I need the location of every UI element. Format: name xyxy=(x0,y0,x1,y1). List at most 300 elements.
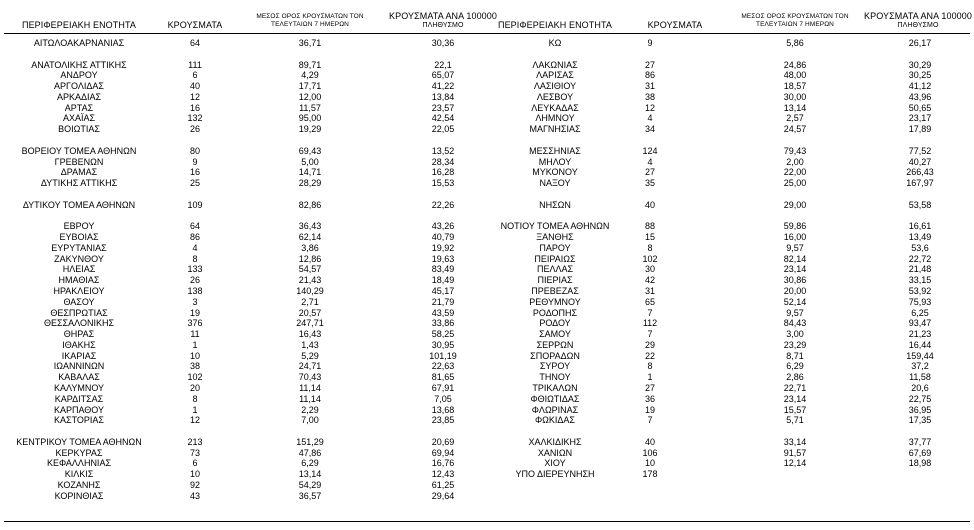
right-cell-per100k: 36,95 xyxy=(908,404,932,415)
right-cell-cases: 30 xyxy=(644,264,655,275)
right-cell-per100k: 26,17 xyxy=(908,38,932,48)
right-cell-per100k: 53,6 xyxy=(911,242,929,253)
left-cell-region: ΑΡΚΑΔΙΑΣ xyxy=(56,91,102,102)
left-cell-region: ΑΡΤΑΣ xyxy=(64,102,94,113)
right-cell-per100k: 266,43 xyxy=(906,167,934,178)
left-cell-cases: 132 xyxy=(187,113,203,124)
left-cell-cases: 38 xyxy=(189,361,200,372)
left-cell-region: ΗΡΑΚΛΕΙΟΥ xyxy=(53,285,105,296)
left-cell-per100k: 12,43 xyxy=(431,469,455,480)
left-cell-region: ΚΑΡΔΙΤΣΑΣ xyxy=(54,393,104,404)
left-cell-avg: 54,57 xyxy=(298,264,322,275)
left-cell-region: ΙΩΑΝΝΙΝΩΝ xyxy=(53,361,105,372)
left-cell-avg: 19,29 xyxy=(298,124,322,135)
right-cell-cases: 7 xyxy=(647,307,653,318)
right-cell-per100k: 93,47 xyxy=(908,318,932,329)
left-cell-region: ΗΛΕΙΑΣ xyxy=(62,264,96,275)
right-cell-region: ΜΗΛΟΥ xyxy=(538,156,572,167)
right-cell-avg: 5,71 xyxy=(786,415,804,426)
right-cell-region: ΝΟΤΙΟΥ ΤΟΜΕΑ ΑΘΗΝΩΝ xyxy=(500,221,610,232)
left-cell-region: ΙΘΑΚΗΣ xyxy=(62,339,96,350)
left-cell-cases: 80 xyxy=(189,145,200,156)
right-cell-region: ΤΡΙΚΑΛΩΝ xyxy=(532,382,578,393)
left-cell-avg: 4,29 xyxy=(301,70,319,81)
right-cell-cases: 40 xyxy=(644,436,655,447)
right-cell-cases: 7 xyxy=(647,415,653,426)
left-cell-cases: 73 xyxy=(189,447,200,458)
left-cell-per100k: 13,84 xyxy=(431,91,455,102)
right-cell-avg: 15,57 xyxy=(783,404,807,415)
right-cell-per100k: 22,72 xyxy=(908,253,932,264)
left-cell-cases: 8 xyxy=(192,393,198,404)
right-cell-cases: 12 xyxy=(644,102,655,113)
left-cell-avg: 5,29 xyxy=(301,350,319,361)
right-cell-cases: 124 xyxy=(642,145,658,156)
right-cell-avg: 23,14 xyxy=(783,393,807,404)
right-cell-avg: 3,00 xyxy=(786,329,804,340)
left-cell-avg: 151,29 xyxy=(296,436,324,447)
right-cell-per100k: 41,12 xyxy=(908,81,932,92)
right-cell-per100k: 40,27 xyxy=(908,156,932,167)
left-cell-cases: 92 xyxy=(189,479,200,490)
left-cell-cases: 1 xyxy=(192,339,198,350)
left-cell-avg: 69,43 xyxy=(298,145,322,156)
left-cell-avg: 36,71 xyxy=(298,38,322,48)
right-cell-per100k: 21,48 xyxy=(908,264,932,275)
left-header-avg xyxy=(235,13,385,29)
right-cell-cases: 40 xyxy=(644,199,655,210)
right-cell-region: ΝΑΞΟΥ xyxy=(539,178,571,189)
right-cell-region: ΡΕΘΥΜΝΟΥ xyxy=(529,296,581,307)
left-cell-per100k: 69,94 xyxy=(431,447,455,458)
left-cell-avg: 12,00 xyxy=(298,91,322,102)
left-cell-region: ΚΙΛΚΙΣ xyxy=(64,469,94,480)
left-cell-avg: 70,43 xyxy=(298,372,322,383)
right-cell-cases: 86 xyxy=(644,70,655,81)
left-cell-region: ΕΥΒΟΙΑΣ xyxy=(59,232,99,243)
left-cell-per100k: 41,22 xyxy=(431,81,455,92)
right-cell-region: ΛΕΣΒΟΥ xyxy=(536,91,574,102)
right-cell-cases: 27 xyxy=(644,382,655,393)
left-cell-region: ΑΡΓΟΛΙΔΑΣ xyxy=(54,81,104,92)
left-cell-per100k: 13,52 xyxy=(431,145,455,156)
right-cell-avg: 29,00 xyxy=(783,199,807,210)
left-cell-avg: 82,86 xyxy=(298,199,322,210)
left-cell-region: ΑΝΑΤΟΛΙΚΗΣ ΑΤΤΙΚΗΣ xyxy=(31,59,127,70)
right-header-rule xyxy=(498,33,970,34)
right-cell-avg: 2,00 xyxy=(786,156,804,167)
left-cell-per100k: 15,53 xyxy=(431,178,455,189)
left-cell-cases: 111 xyxy=(188,59,202,70)
right-header-per100k-line1: ΚΡΟΥΣΜΑΤΑ ΑΝΑ 100000 xyxy=(864,11,972,21)
left-cell-per100k: 28,34 xyxy=(431,156,455,167)
right-cell-region: ΥΠΟ ΔΙΕΡΕΥΝΗΣΗ xyxy=(515,469,595,480)
left-cell-cases: 16 xyxy=(189,102,200,113)
right-cell-cases: 9 xyxy=(647,38,653,48)
left-cell-avg: 2,29 xyxy=(301,404,319,415)
right-cell-avg: 12,14 xyxy=(783,458,807,469)
right-cell-avg: 9,57 xyxy=(786,242,804,253)
right-cell-avg: 18,57 xyxy=(783,81,807,92)
right-cell-per100k: 75,93 xyxy=(908,296,932,307)
left-cell-avg: 24,71 xyxy=(298,361,322,372)
left-header-per100k-line2: ΠΛΗΘΥΣΜΟ xyxy=(422,22,464,29)
right-header-per100k xyxy=(862,11,974,30)
right-cell-avg: 48,00 xyxy=(783,70,807,81)
left-cell-per100k: 61,25 xyxy=(431,479,455,490)
right-cell-region: ΛΑΣΙΘΙΟΥ xyxy=(533,81,577,92)
right-cell-avg: 25,00 xyxy=(783,178,807,189)
left-cell-avg: 13,14 xyxy=(298,469,322,480)
right-cell-cases: 27 xyxy=(644,59,655,70)
right-cell-per100k: 167,97 xyxy=(906,178,934,189)
right-cell-cases: 27 xyxy=(644,167,655,178)
right-cell-region: ΚΩ xyxy=(548,38,562,48)
left-cell-per100k: 58,25 xyxy=(431,329,455,340)
right-cell-avg: 5,86 xyxy=(786,38,804,48)
right-header-per100k-line2: ΠΛΗΘΥΣΜΟ xyxy=(897,22,939,29)
left-cell-region: ΖΑΚΥΝΘΟΥ xyxy=(54,253,104,264)
left-cell-cases: 11 xyxy=(190,329,200,340)
left-cell-region: ΕΒΡΟΥ xyxy=(63,221,95,232)
left-cell-cases: 25 xyxy=(189,178,200,189)
left-cell-avg: 17,71 xyxy=(298,81,322,92)
right-cell-per100k: 77,52 xyxy=(908,145,932,156)
left-cell-cases: 1 xyxy=(192,404,198,415)
left-cell-cases: 6 xyxy=(192,70,198,81)
right-cell-avg: 79,43 xyxy=(783,145,807,156)
left-cell-per100k: 22,63 xyxy=(431,361,455,372)
left-cell-avg: 1,43 xyxy=(301,339,319,350)
left-cell-avg: 2,71 xyxy=(301,296,319,307)
right-cell-avg: 30,86 xyxy=(783,275,807,286)
right-cell-region: ΤΗΝΟΥ xyxy=(539,372,571,383)
right-cell-avg: 82,14 xyxy=(783,253,807,264)
right-cell-per100k: 21,23 xyxy=(908,329,932,340)
right-cell-avg: 59,86 xyxy=(783,221,807,232)
right-header-avg-line1: ΜΕΣΟΣ ΟΡΟΣ ΚΡΟΥΣΜΑΤΩΝ ΤΟΝ xyxy=(741,13,849,20)
right-cell-region: ΣΕΡΡΩΝ xyxy=(536,339,574,350)
left-cell-avg: 7,00 xyxy=(301,415,319,426)
left-cell-per100k: 22,1 xyxy=(434,59,452,70)
left-cell-per100k: 29,64 xyxy=(431,490,455,501)
right-cell-avg: 2,57 xyxy=(786,113,804,124)
right-cell-region: ΧΑΝΙΩΝ xyxy=(537,447,573,458)
left-cell-region: ΑΙΤΩΛΟΑΚΑΡΝΑΝΙΑΣ xyxy=(33,38,125,48)
right-cell-region: ΜΕΣΣΗΝΙΑΣ xyxy=(529,145,581,156)
left-cell-cases: 3 xyxy=(192,296,198,307)
left-cell-region: ΙΚΑΡΙΑΣ xyxy=(61,350,97,361)
left-cell-per100k: 45,17 xyxy=(431,285,455,296)
right-cell-cases: 8 xyxy=(647,361,653,372)
left-header-avg-line2: ΤΕΛΕΥΤΑΙΩΝ 7 ΗΜΕΡΩΝ xyxy=(271,21,349,28)
left-cell-region: ΚΑΣΤΟΡΙΑΣ xyxy=(54,415,104,426)
left-cell-region: ΚΑΒΑΛΑΣ xyxy=(58,372,100,383)
left-cell-region: ΚΟΡΙΝΘΙΑΣ xyxy=(54,490,104,501)
right-cell-cases: 112 xyxy=(642,318,658,329)
right-cell-cases: 102 xyxy=(642,253,658,264)
left-cell-per100k: 23,57 xyxy=(431,102,455,113)
left-cell-cases: 102 xyxy=(187,372,203,383)
right-cell-avg: 33,14 xyxy=(783,436,807,447)
left-cell-cases: 10 xyxy=(189,469,200,480)
left-cell-avg: 247,71 xyxy=(296,318,324,329)
left-cell-region: ΔΥΤΙΚΗΣ ΑΤΤΙΚΗΣ xyxy=(40,178,118,189)
left-cell-avg: 21,43 xyxy=(298,275,322,286)
right-cell-per100k: 17,35 xyxy=(908,415,932,426)
right-cell-cases: 65 xyxy=(644,296,655,307)
right-cell-region: ΠΕΙΡΑΙΩΣ xyxy=(534,253,576,264)
left-cell-avg: 62,14 xyxy=(298,232,322,243)
right-cell-avg: 22,00 xyxy=(783,167,807,178)
left-cell-avg: 5,00 xyxy=(301,156,319,167)
right-cell-per100k: 18,98 xyxy=(908,458,932,469)
left-cell-avg: 11,14 xyxy=(299,382,321,393)
left-cell-avg: 11,57 xyxy=(299,102,321,113)
left-header-cases: ΚΡΟΥΣΜΑΤΑ xyxy=(167,20,223,30)
left-cell-cases: 109 xyxy=(187,199,203,210)
right-cell-per100k: 13,49 xyxy=(908,232,932,243)
left-cell-cases: 376 xyxy=(187,318,203,329)
left-cell-per100k: 13,68 xyxy=(431,404,455,415)
right-cell-avg: 6,29 xyxy=(786,361,804,372)
right-cell-cases: 178 xyxy=(642,469,658,480)
right-cell-cases: 4 xyxy=(647,113,653,124)
right-cell-avg: 9,57 xyxy=(786,307,804,318)
left-cell-per100k: 43,59 xyxy=(431,307,455,318)
left-cell-per100k: 83,49 xyxy=(431,264,455,275)
left-cell-cases: 19 xyxy=(189,307,200,318)
right-cell-region: ΛΑΡΙΣΑΣ xyxy=(536,70,574,81)
left-cell-region: ΓΡΕΒΕΝΩΝ xyxy=(54,156,104,167)
right-cell-cases: 31 xyxy=(644,285,655,296)
left-cell-cases: 26 xyxy=(189,275,200,286)
left-cell-cases: 12 xyxy=(189,91,200,102)
right-cell-per100k: 53,92 xyxy=(908,285,932,296)
right-cell-cases: 36 xyxy=(644,393,655,404)
right-cell-region: ΣΑΜΟΥ xyxy=(539,329,571,340)
left-cell-per100k: 16,28 xyxy=(431,167,455,178)
right-header-avg xyxy=(720,13,870,29)
right-cell-region: ΛΑΚΩΝΙΑΣ xyxy=(532,59,578,70)
left-cell-region: ΒΟΙΩΤΙΑΣ xyxy=(58,124,100,135)
right-cell-cases: 34 xyxy=(644,124,655,135)
left-cell-cases: 43 xyxy=(189,490,200,501)
left-header-per100k xyxy=(388,11,498,30)
right-cell-avg: 30,00 xyxy=(783,91,807,102)
left-cell-cases: 138 xyxy=(187,285,203,296)
right-cell-region: ΜΥΚΟΝΟΥ xyxy=(532,167,578,178)
left-cell-region: ΕΥΡΥΤΑΝΙΑΣ xyxy=(51,242,107,253)
left-cell-avg: 16,43 xyxy=(298,329,322,340)
right-cell-cases: 19 xyxy=(644,404,655,415)
left-cell-cases: 40 xyxy=(189,81,200,92)
right-cell-avg: 23,14 xyxy=(783,264,807,275)
right-cell-region: ΧΑΛΚΙΔΙΚΗΣ xyxy=(528,436,582,447)
right-cell-per100k: 50,65 xyxy=(908,102,932,113)
left-cell-per100k: 19,92 xyxy=(431,242,455,253)
left-cell-region: ΘΕΣΠΡΩΤΙΑΣ xyxy=(50,307,108,318)
left-cell-per100k: 67,91 xyxy=(431,382,455,393)
right-cell-per100k: 6,25 xyxy=(911,307,929,318)
right-cell-cases: 38 xyxy=(644,91,655,102)
left-cell-avg: 95,00 xyxy=(298,113,322,124)
left-cell-region: ΘΗΡΑΣ xyxy=(63,329,95,340)
right-cell-per100k: 16,44 xyxy=(908,339,932,350)
left-cell-region: ΘΑΣΟΥ xyxy=(63,296,95,307)
left-cell-cases: 16 xyxy=(189,167,200,178)
left-cell-avg: 36,43 xyxy=(298,221,322,232)
right-header-region: ΠΕΡΙΦΕΡΕΙΑΚΗ ΕΝΟΤΗΤΑ xyxy=(497,20,613,30)
right-header-avg-line2: ΤΕΛΕΥΤΑΙΩΝ 7 ΗΜΕΡΩΝ xyxy=(756,21,834,28)
right-cell-region: ΠΡΕΒΕΖΑΣ xyxy=(531,285,579,296)
right-cell-region: ΧΙΟΥ xyxy=(544,458,566,469)
right-cell-cases: 4 xyxy=(647,156,653,167)
left-cell-cases: 4 xyxy=(192,242,198,253)
left-cell-region: ΚΑΛΥΜΝΟΥ xyxy=(53,382,105,393)
right-cell-per100k: 33,15 xyxy=(908,275,932,286)
left-cell-region: ΒΟΡΕΙΟΥ ΤΟΜΕΑ ΑΘΗΝΩΝ xyxy=(21,145,137,156)
right-cell-region: ΦΘΙΩΤΙΔΑΣ xyxy=(530,393,580,404)
right-cell-cases: 88 xyxy=(644,221,655,232)
bottom-rule xyxy=(4,521,970,522)
right-cell-avg: 8,71 xyxy=(786,350,804,361)
left-cell-region: ΚΑΡΠΑΘΟΥ xyxy=(53,404,105,415)
right-cell-per100k: 159,44 xyxy=(906,350,934,361)
right-cell-region: ΠΑΡΟΥ xyxy=(539,242,571,253)
left-cell-region: ΗΜΑΘΙΑΣ xyxy=(58,275,100,286)
left-cell-region: ΚΕΦΑΛΛΗΝΙΑΣ xyxy=(46,458,112,469)
left-cell-per100k: 18,49 xyxy=(431,275,455,286)
right-cell-per100k: 30,25 xyxy=(908,70,932,81)
right-cell-cases: 10 xyxy=(644,458,655,469)
right-cell-per100k: 67,69 xyxy=(908,447,932,458)
left-cell-avg: 11,14 xyxy=(299,393,321,404)
left-cell-cases: 10 xyxy=(189,350,200,361)
left-cell-per100k: 7,05 xyxy=(434,393,452,404)
right-cell-avg: 91,57 xyxy=(783,447,807,458)
right-cell-per100k: 16,61 xyxy=(908,221,932,232)
left-cell-per100k: 33,86 xyxy=(431,318,455,329)
right-cell-avg: 24,86 xyxy=(783,59,807,70)
left-cell-per100k: 42,54 xyxy=(431,113,455,124)
left-cell-per100k: 81,65 xyxy=(431,372,455,383)
right-cell-cases: 15 xyxy=(644,232,655,243)
right-cell-avg: 23,29 xyxy=(783,339,807,350)
left-cell-per100k: 65,07 xyxy=(431,70,455,81)
left-cell-region: ΔΡΑΜΑΣ xyxy=(60,167,98,178)
right-cell-per100k: 43,96 xyxy=(908,91,932,102)
left-cell-cases: 26 xyxy=(189,124,200,135)
right-cell-avg: 2,86 xyxy=(786,372,804,383)
left-cell-per100k: 21,79 xyxy=(431,296,455,307)
left-cell-per100k: 19,63 xyxy=(431,253,455,264)
right-cell-region: ΠΕΛΛΑΣ xyxy=(536,264,574,275)
left-cell-avg: 3,86 xyxy=(301,242,319,253)
left-cell-region: ΘΕΣΣΑΛΟΝΙΚΗΣ xyxy=(43,318,115,329)
right-cell-region: ΦΛΩΡΙΝΑΣ xyxy=(531,404,579,415)
left-cell-avg: 140,29 xyxy=(296,285,324,296)
right-cell-per100k: 22,75 xyxy=(908,393,932,404)
right-cell-region: ΞΑΝΘΗΣ xyxy=(536,232,574,243)
right-cell-cases: 35 xyxy=(644,178,655,189)
right-cell-region: ΡΟΔΟΥ xyxy=(539,318,571,329)
left-cell-avg: 47,86 xyxy=(298,447,322,458)
right-cell-per100k: 23,17 xyxy=(908,113,932,124)
left-header-rule xyxy=(4,33,498,34)
left-cell-region: ΑΧΑΪΑΣ xyxy=(62,113,96,124)
left-cell-avg: 28,29 xyxy=(298,178,322,189)
left-cell-avg: 12,86 xyxy=(298,253,322,264)
right-cell-region: ΜΑΓΝΗΣΙΑΣ xyxy=(529,124,581,135)
left-cell-avg: 54,29 xyxy=(298,479,322,490)
left-cell-cases: 8 xyxy=(192,253,198,264)
left-cell-cases: 133 xyxy=(187,264,203,275)
left-cell-cases: 12 xyxy=(189,415,200,426)
right-cell-avg: 20,00 xyxy=(783,285,807,296)
right-cell-region: ΣΠΟΡΑΔΩΝ xyxy=(530,350,580,361)
right-cell-region: ΣΥΡΟΥ xyxy=(539,361,571,372)
right-cell-cases: 29 xyxy=(644,339,655,350)
right-cell-per100k: 37,2 xyxy=(911,361,929,372)
right-cell-avg: 84,43 xyxy=(783,318,807,329)
right-cell-per100k: 37,77 xyxy=(908,436,932,447)
left-cell-per100k: 23,85 xyxy=(431,415,455,426)
left-cell-per100k: 30,36 xyxy=(431,38,455,48)
left-cell-region: ΚΕΡΚΥΡΑΣ xyxy=(55,447,103,458)
right-cell-region: ΛΗΜΝΟΥ xyxy=(535,113,575,124)
right-cell-cases: 22 xyxy=(644,350,655,361)
left-cell-avg: 20,57 xyxy=(298,307,322,318)
right-cell-region: ΛΕΥΚΑΔΑΣ xyxy=(531,102,579,113)
right-cell-region: ΡΟΔΟΠΗΣ xyxy=(532,307,578,318)
left-header-per100k-line1: ΚΡΟΥΣΜΑΤΑ ΑΝΑ 100000 xyxy=(389,11,497,21)
left-cell-per100k: 22,26 xyxy=(431,199,455,210)
left-cell-per100k: 43,26 xyxy=(431,221,455,232)
left-cell-per100k: 22,05 xyxy=(431,124,455,135)
right-cell-cases: 106 xyxy=(642,447,658,458)
right-cell-region: ΠΙΕΡΙΑΣ xyxy=(537,275,573,286)
right-cell-per100k: 30,29 xyxy=(908,59,932,70)
right-cell-avg: 22,71 xyxy=(783,382,807,393)
right-cell-cases: 42 xyxy=(644,275,655,286)
right-cell-region: ΝΗΣΩΝ xyxy=(539,199,571,210)
right-cell-per100k: 17,89 xyxy=(908,124,932,135)
left-cell-per100k: 101,19 xyxy=(429,350,457,361)
right-cell-avg: 13,14 xyxy=(783,102,807,113)
left-cell-cases: 64 xyxy=(189,221,200,232)
left-cell-region: ΚΟΖΑΝΗΣ xyxy=(57,479,101,490)
right-cell-cases: 8 xyxy=(647,242,653,253)
right-cell-cases: 7 xyxy=(647,329,653,340)
right-cell-avg: 24,57 xyxy=(783,124,807,135)
left-cell-avg: 6,29 xyxy=(301,458,319,469)
right-cell-region: ΦΩΚΙΔΑΣ xyxy=(535,415,575,426)
left-cell-avg: 36,57 xyxy=(298,490,322,501)
left-cell-cases: 86 xyxy=(189,232,200,243)
right-cell-cases: 1 xyxy=(647,372,653,383)
left-header-avg-line1: ΜΕΣΟΣ ΟΡΟΣ ΚΡΟΥΣΜΑΤΩΝ ΤΟΝ xyxy=(256,13,364,20)
left-cell-per100k: 20,69 xyxy=(431,436,455,447)
left-header-region: ΠΕΡΙΦΕΡΕΙΑΚΗ ΕΝΟΤΗΤΑ xyxy=(21,20,137,30)
right-cell-avg: 16,00 xyxy=(783,232,807,243)
right-cell-per100k: 20,6 xyxy=(911,382,929,393)
left-cell-cases: 64 xyxy=(189,38,200,48)
right-cell-cases: 31 xyxy=(644,81,655,92)
left-cell-per100k: 16,76 xyxy=(431,458,455,469)
right-header-cases: ΚΡΟΥΣΜΑΤΑ xyxy=(647,20,703,30)
left-cell-cases: 213 xyxy=(187,436,203,447)
